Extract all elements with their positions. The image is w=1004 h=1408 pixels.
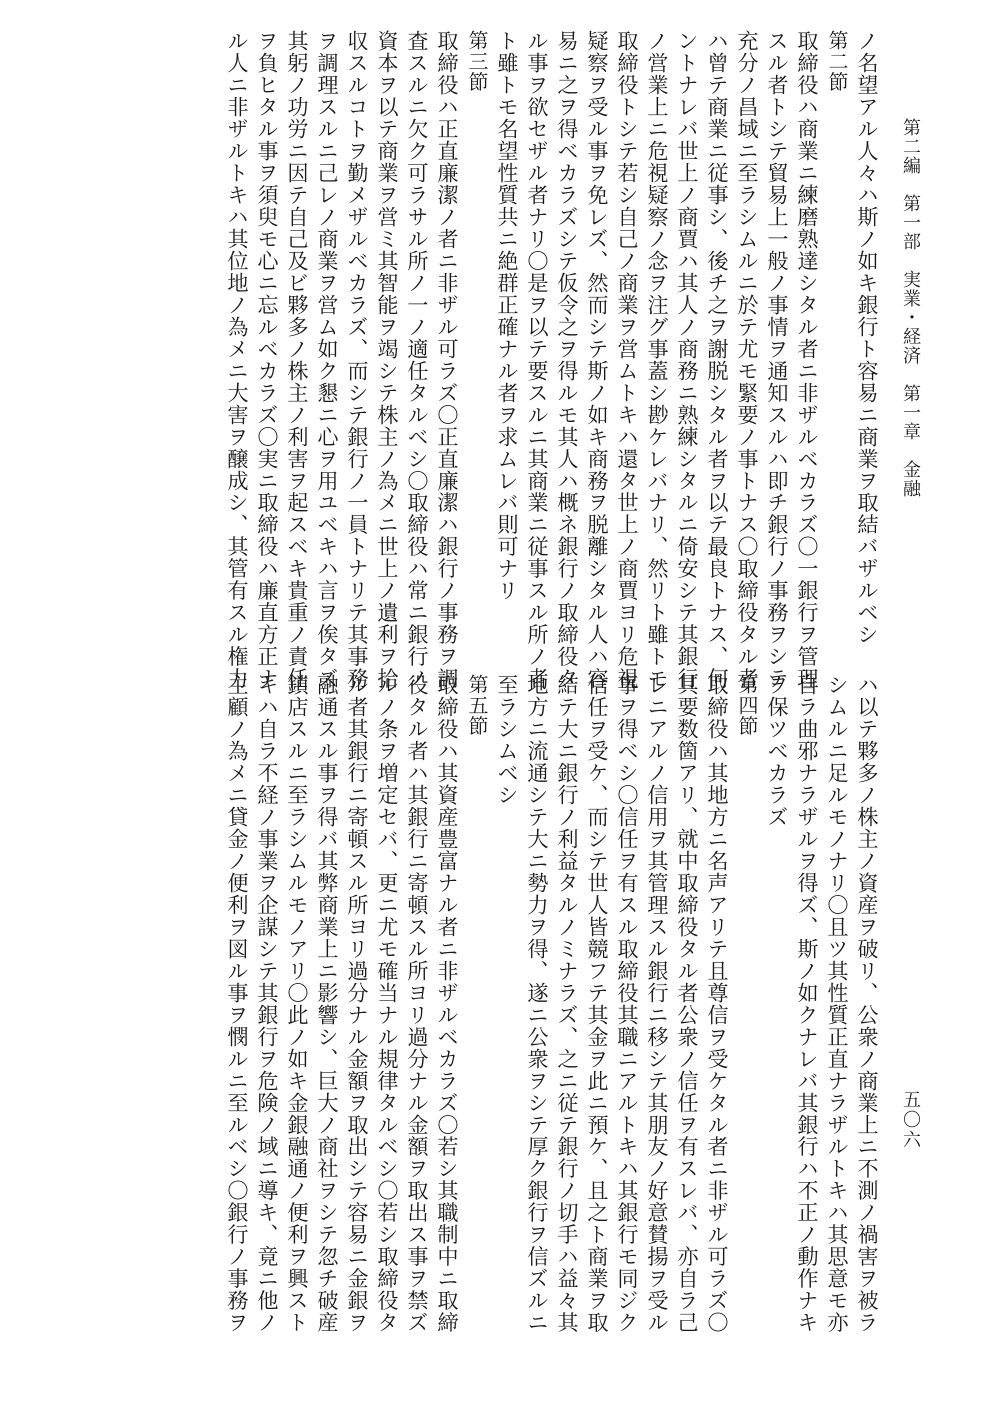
text-column: 取締役ハ其地方ニ名声アリテ且尊信ヲ受ケタル者ニ非ザル可ラズ〇	[705, 674, 730, 1334]
text-column: ヲ保ツベカラズ	[765, 674, 790, 828]
text-column: ハ以テ夥多ノ株主ノ資産ヲ破リ、公衆ノ商業上ニ不測ノ禍害ヲ被ラ	[855, 674, 880, 1334]
text-column: ヲ負ヒタル事ヲ須臾モ心ニ忘ルベカラズ〇実ニ取締役ハ廉直方正ナ	[255, 30, 280, 690]
text-column: ル事ヲ欲セザル者ナリ〇是ヲ以テ要スルニ其商業ニ従事スル所ノ者	[525, 30, 550, 690]
text-column: 資本ヲ以テ商業ヲ営ミ其智能ヲ竭シテ株主ノ為メニ世上ノ遺利ヲ拾	[375, 30, 400, 690]
section-heading-4: 第四節	[735, 674, 759, 737]
bottom-text-block	[225, 674, 882, 1354]
text-column: 結テ大ニ銀行ノ利益タルノミナラズ、之ニ従テ銀行ノ切手ハ益々其	[555, 674, 580, 1334]
text-column: ルノ条ヲ増定セバ、更ニ尤モ確当ナル規律タルベシ〇若シ取締役タ	[375, 674, 400, 1334]
text-column: 鎖店スルニ至ラシムルモノアリ〇此ノ如キ金銀融通ノ便利ヲ興スト	[285, 674, 310, 1334]
text-column: 取締役トシテ若シ自己ノ商業ヲ営ムトキハ還タ世上ノ商賈ヨリ危視	[615, 30, 640, 690]
text-column: 役タル者ハ其銀行ニ寄頓スル所ヨリ過分ナル金額ヲ取出ス事ヲ禁ズ	[405, 674, 430, 1334]
text-column: 査スルニ欠ク可ラサル所ノ一ノ適任タルベシ〇取締役ハ常ニ銀行ノ	[405, 30, 430, 690]
text-column: ノ営業上ニ危視疑察ノ念ヲ注グ事蓋シ尠ケレバナリ、然リト雖トモ	[645, 30, 670, 690]
text-column: 疑察ヲ受ル事ヲ免レズ、然而シテ斯ノ如キ商務ヲ脱離シタル人ハ容	[585, 30, 610, 690]
text-column: 其躬ノ功労ニ因テ自己及ビ夥多ノ株主ノ利害ヲ起スベキ貴重ノ責任	[285, 30, 310, 690]
text-column: 融通スル事ヲ得バ其弊商業上ニ影響シ、巨大ノ商社ヲシテ忽チ破産	[315, 674, 340, 1334]
text-column: ハ曾テ商業ニ従事シ、後チ之ヲ謝脱シタル者ヲ以テ最良トナス、何	[705, 30, 730, 690]
text-column: 取締役ハ商業ニ練磨熟達シタル者ニ非ザルベカラズ〇一銀行ヲ管理	[795, 30, 820, 690]
text-column: ト雖トモ名望性質共ニ絶群正確ナル者ヲ求ムレバ則可ナリ	[495, 30, 520, 602]
text-column: 信任ヲ受ケ、而シテ世人皆競フテ其金ヲ此ニ預ケ、且之ト商業ヲ取	[585, 674, 610, 1334]
text-column: 収スルコトヲ勤メザルベカラズ、而シテ銀行ノ一員トナリテ其事務	[345, 30, 370, 690]
text-column: レニアルノ信用ヲ其管理スル銀行ニ移シテ其朋友ノ好意賛揚ヲ受ル	[645, 674, 670, 1334]
text-column: 地方ニ流通シテ大ニ勢力ヲ得、遂ニ公衆ヲシテ厚ク銀行ヲ信ズルニ	[525, 674, 550, 1334]
text-column: 至ラシムベシ	[495, 674, 520, 806]
text-column: 主顧ノ為メニ貸金ノ便利ヲ図ル事ヲ憫ルニ至ルベシ〇銀行ノ事務ヲ	[225, 674, 250, 1334]
text-column: 易ニ之ヲ得ベカラズシテ仮令之ヲ得ルモ其人ハ概ネ銀行ノ取締役タ	[555, 30, 580, 690]
text-column: キハ自ラ不経ノ事業ヲ企謀シテ其銀行ヲ危険ノ域ニ導キ、竟ニ他ノ	[255, 674, 280, 1334]
text-column: ヲ調理スルニ己レノ商業ヲ営ム如ク懇ニ心ヲ用ユベキハ言ヲ俟タズ	[315, 30, 340, 690]
section-heading-2: 第二節	[825, 30, 849, 93]
text-column: 取締役ハ其資産豊富ナル者ニ非ザルベカラズ〇若シ其職制中ニ取締	[435, 674, 460, 1334]
text-column: ノ名望アル人々ハ斯ノ如キ銀行ト容易ニ商業ヲ取結バザルベシ	[855, 30, 880, 646]
text-column: 事ヲ得ベシ〇信任ヲ有スル取締役其職ニアルトキハ其銀行モ同ジク	[615, 674, 640, 1334]
text-column: 取締役ハ正直廉潔ノ者ニ非ザル可ラズ〇正直廉潔ハ銀行ノ事務ヲ調	[435, 30, 460, 690]
text-column: スル者トシテ貿易上一般ノ事情ヲ通知スルハ即チ銀行ノ事務ヲシテ	[765, 30, 790, 690]
text-column: 自ラ曲邪ナラザルヲ得ズ、斯ノ如クナレバ其銀行ハ不正ノ動作ナキ	[795, 674, 820, 1334]
text-column: 其要数箇アリ、就中取締役タル者公衆ノ信任ヲ有スレバ、亦自ラ己	[675, 674, 700, 1334]
text-column: ル人ニ非ザルトキハ其位地ノ為メニ大害ヲ醸成シ、其管有スル権力	[225, 30, 250, 690]
text-column: シムルニ足ルモノナリ〇且ツ其性質正直ナラザルトキハ其思意モ亦	[825, 674, 850, 1334]
running-head: 第二編 第一部 実業・経済 第一章 金融	[900, 118, 921, 498]
section-heading-3: 第三節	[465, 30, 489, 93]
top-text-block	[225, 30, 882, 690]
section-heading-5: 第五節	[465, 674, 489, 737]
text-column: ル者其銀行ニ寄頓スル所ヨリ過分ナル金額ヲ取出シテ容易ニ金銀ヲ	[345, 674, 370, 1334]
text-column: ントナレバ世上ノ商賈ハ其人ノ商務ニ熟練シタルニ倚安シテ其銀行	[675, 30, 700, 690]
page-number: 五〇六	[900, 1090, 921, 1150]
text-column: 充分ノ昌域ニ至ラシムルニ於テ尤モ緊要ノ事トナス〇取締役タル者	[735, 30, 760, 690]
